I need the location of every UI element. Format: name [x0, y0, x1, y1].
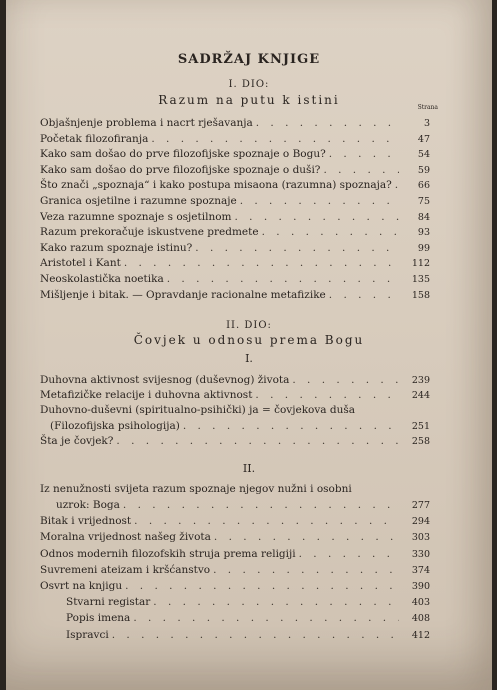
toc-entry [40, 402, 430, 418]
dot-leader [234, 209, 399, 225]
toc-entry [40, 224, 430, 240]
toc-entry-page: 47 [417, 133, 430, 145]
toc-entry-page: 294 [411, 516, 430, 528]
toc-entry-page: 158 [411, 289, 430, 301]
toc-entry-page: 277 [411, 500, 430, 511]
toc-entry-page: 112 [411, 258, 430, 270]
dot-leader [262, 224, 399, 240]
toc-entry-title: Moralna vrijednost našeg života [40, 531, 211, 544]
toc-entry-title: (Filozofijska psihologija) [50, 419, 180, 432]
dot-leader [153, 594, 399, 610]
toc-entry-page: 54 [417, 149, 430, 161]
toc-entry [40, 387, 430, 403]
toc-entry-title: Kako sam došao do prve filozofijske spoznaje o duši? [40, 163, 321, 176]
toc-entry-title: Odnos modernih filozofskih struja prema religiji [40, 547, 296, 560]
toc-entry [40, 271, 430, 287]
toc-entry-title: Suvremeni ateizam i kršćanstvo [40, 563, 211, 576]
toc-entry [40, 177, 430, 193]
toc-entry-page: 75 [417, 196, 430, 207]
toc-entry-page: 251 [411, 420, 430, 432]
toc-entry [40, 115, 430, 131]
toc-entry-title: Duhovna aktivnost svijesnog (duševnog) života [40, 374, 290, 386]
toc-entry-title: Aristotel i Kant [40, 257, 121, 270]
toc-entry-page: 3 [423, 118, 430, 129]
toc-entry [66, 594, 430, 610]
toc-entry-title: Šta je čovjek? [40, 434, 114, 447]
toc-entry-page: 374 [411, 564, 430, 576]
toc-entry-page: 84 [417, 211, 430, 223]
toc-entry-title: Bitak i vrijednost [40, 515, 132, 528]
toc-entry [40, 562, 430, 578]
dot-leader [395, 177, 399, 193]
toc-entry-title: Granica osjetilne i razumne spoznaje [40, 195, 237, 207]
dot-leader [256, 115, 399, 131]
toc-entry-page: 390 [411, 581, 430, 592]
toc-entry-title: uzrok: Boga [56, 499, 120, 511]
dot-leader [116, 433, 399, 449]
toc-entry [40, 193, 430, 209]
toc-entry-page: 330 [411, 548, 430, 560]
toc-entry-title: Mišljenje i bitak. — Opravdanje racionalne metafizike [40, 288, 326, 301]
toc-entry-title: Metafizičke relacije i duhovna aktivnost [40, 389, 253, 402]
toc-entry-title: Duhovno-duševni (spiritualno-psihički) ja = čovjekova duša [40, 404, 356, 417]
section2-intro: Iz nenužnosti svijeta razum spoznaje njegov nužni i osobni [40, 483, 352, 495]
dot-leader [292, 372, 399, 388]
toc-entry-page: 135 [411, 274, 430, 285]
toc-entry [50, 418, 430, 434]
toc-entry-page: 99 [417, 242, 430, 254]
toc-entry [40, 146, 430, 162]
dot-leader [214, 529, 399, 545]
strana-label: Strana [417, 104, 438, 111]
toc-entry [40, 287, 430, 303]
dot-leader [134, 513, 399, 529]
toc-entry [40, 209, 430, 225]
toc-entry [40, 162, 430, 178]
dot-leader [195, 240, 399, 256]
dot-leader [124, 255, 399, 271]
dot-leader [167, 271, 399, 287]
toc-entry [40, 513, 430, 529]
toc-entry [40, 131, 430, 147]
dot-leader [112, 627, 399, 643]
toc-entry [40, 546, 430, 562]
dot-leader [329, 287, 399, 303]
dot-leader [329, 146, 399, 162]
toc-entry-title: Ispravci [66, 628, 109, 641]
dot-leader [183, 418, 399, 434]
toc-entry-page: 303 [411, 532, 430, 544]
toc-entry-title: Kako sam došao do prve filozofijske spoznaje o Bogu? [40, 148, 326, 161]
toc-entry-title: Objašnjenje problema i nacrt rješavanja [40, 117, 253, 129]
toc-entry-page: 412 [411, 629, 430, 641]
section2-label: II. [242, 462, 256, 475]
section1-label: I. [245, 352, 253, 365]
toc-entry-title: Popis imena [66, 612, 131, 625]
toc-entry-page: 66 [417, 180, 430, 192]
dot-leader [125, 578, 399, 594]
toc-entry-page: 403 [411, 597, 430, 609]
toc-entry [40, 433, 430, 449]
page-heading: SADRŽAJ KNJIGE [177, 52, 321, 67]
toc-entry-title: Neoskolastička noetika [40, 273, 164, 285]
toc-entry [66, 627, 430, 643]
toc-entry-page: 59 [417, 164, 430, 176]
dot-leader [213, 562, 399, 578]
toc-entry [40, 529, 430, 545]
dot-leader [240, 193, 399, 209]
toc-entry-title: Osvrt na knjigu [40, 580, 123, 592]
toc-entry [40, 372, 430, 388]
toc-entry [66, 610, 430, 626]
toc-entry-title: Početak filozofiranja [40, 132, 149, 145]
dot-leader [151, 131, 399, 147]
toc-entry-page: 239 [411, 375, 430, 386]
toc-entry-title: Veza razumne spoznaje s osjetilnom [40, 210, 232, 223]
toc-entry-title: Kako razum spoznaje istinu? [40, 241, 193, 254]
part1-label: I. DIO: [228, 79, 270, 90]
toc-entry-title: Što znači „spoznaja“ i kako postupa misaona (razumna) spoznaja? [40, 179, 392, 192]
toc-entry-page: 93 [417, 227, 430, 239]
toc-entry-title: Stvarni registar [66, 596, 151, 609]
toc-entry [56, 497, 430, 513]
toc-entry-title: Razum prekoračuje iskustvene predmete [40, 226, 259, 239]
dot-leader [133, 610, 399, 626]
toc-entry [40, 240, 430, 256]
book-page [6, 0, 492, 690]
toc-entry-page: 408 [411, 613, 430, 625]
part1-title: Razum na putu k istini [158, 93, 340, 107]
toc-entry [40, 255, 430, 271]
toc-entry-page: 258 [411, 435, 430, 447]
toc-entry [40, 578, 430, 594]
dot-leader [123, 497, 399, 513]
part2-title: Čovjek u odnosu prema Bogu [133, 333, 365, 347]
dot-leader [255, 387, 399, 403]
dot-leader [323, 162, 399, 178]
part2-label: II. DIO: [226, 320, 272, 331]
dot-leader [299, 546, 399, 562]
toc-entry-page: 244 [411, 390, 430, 402]
